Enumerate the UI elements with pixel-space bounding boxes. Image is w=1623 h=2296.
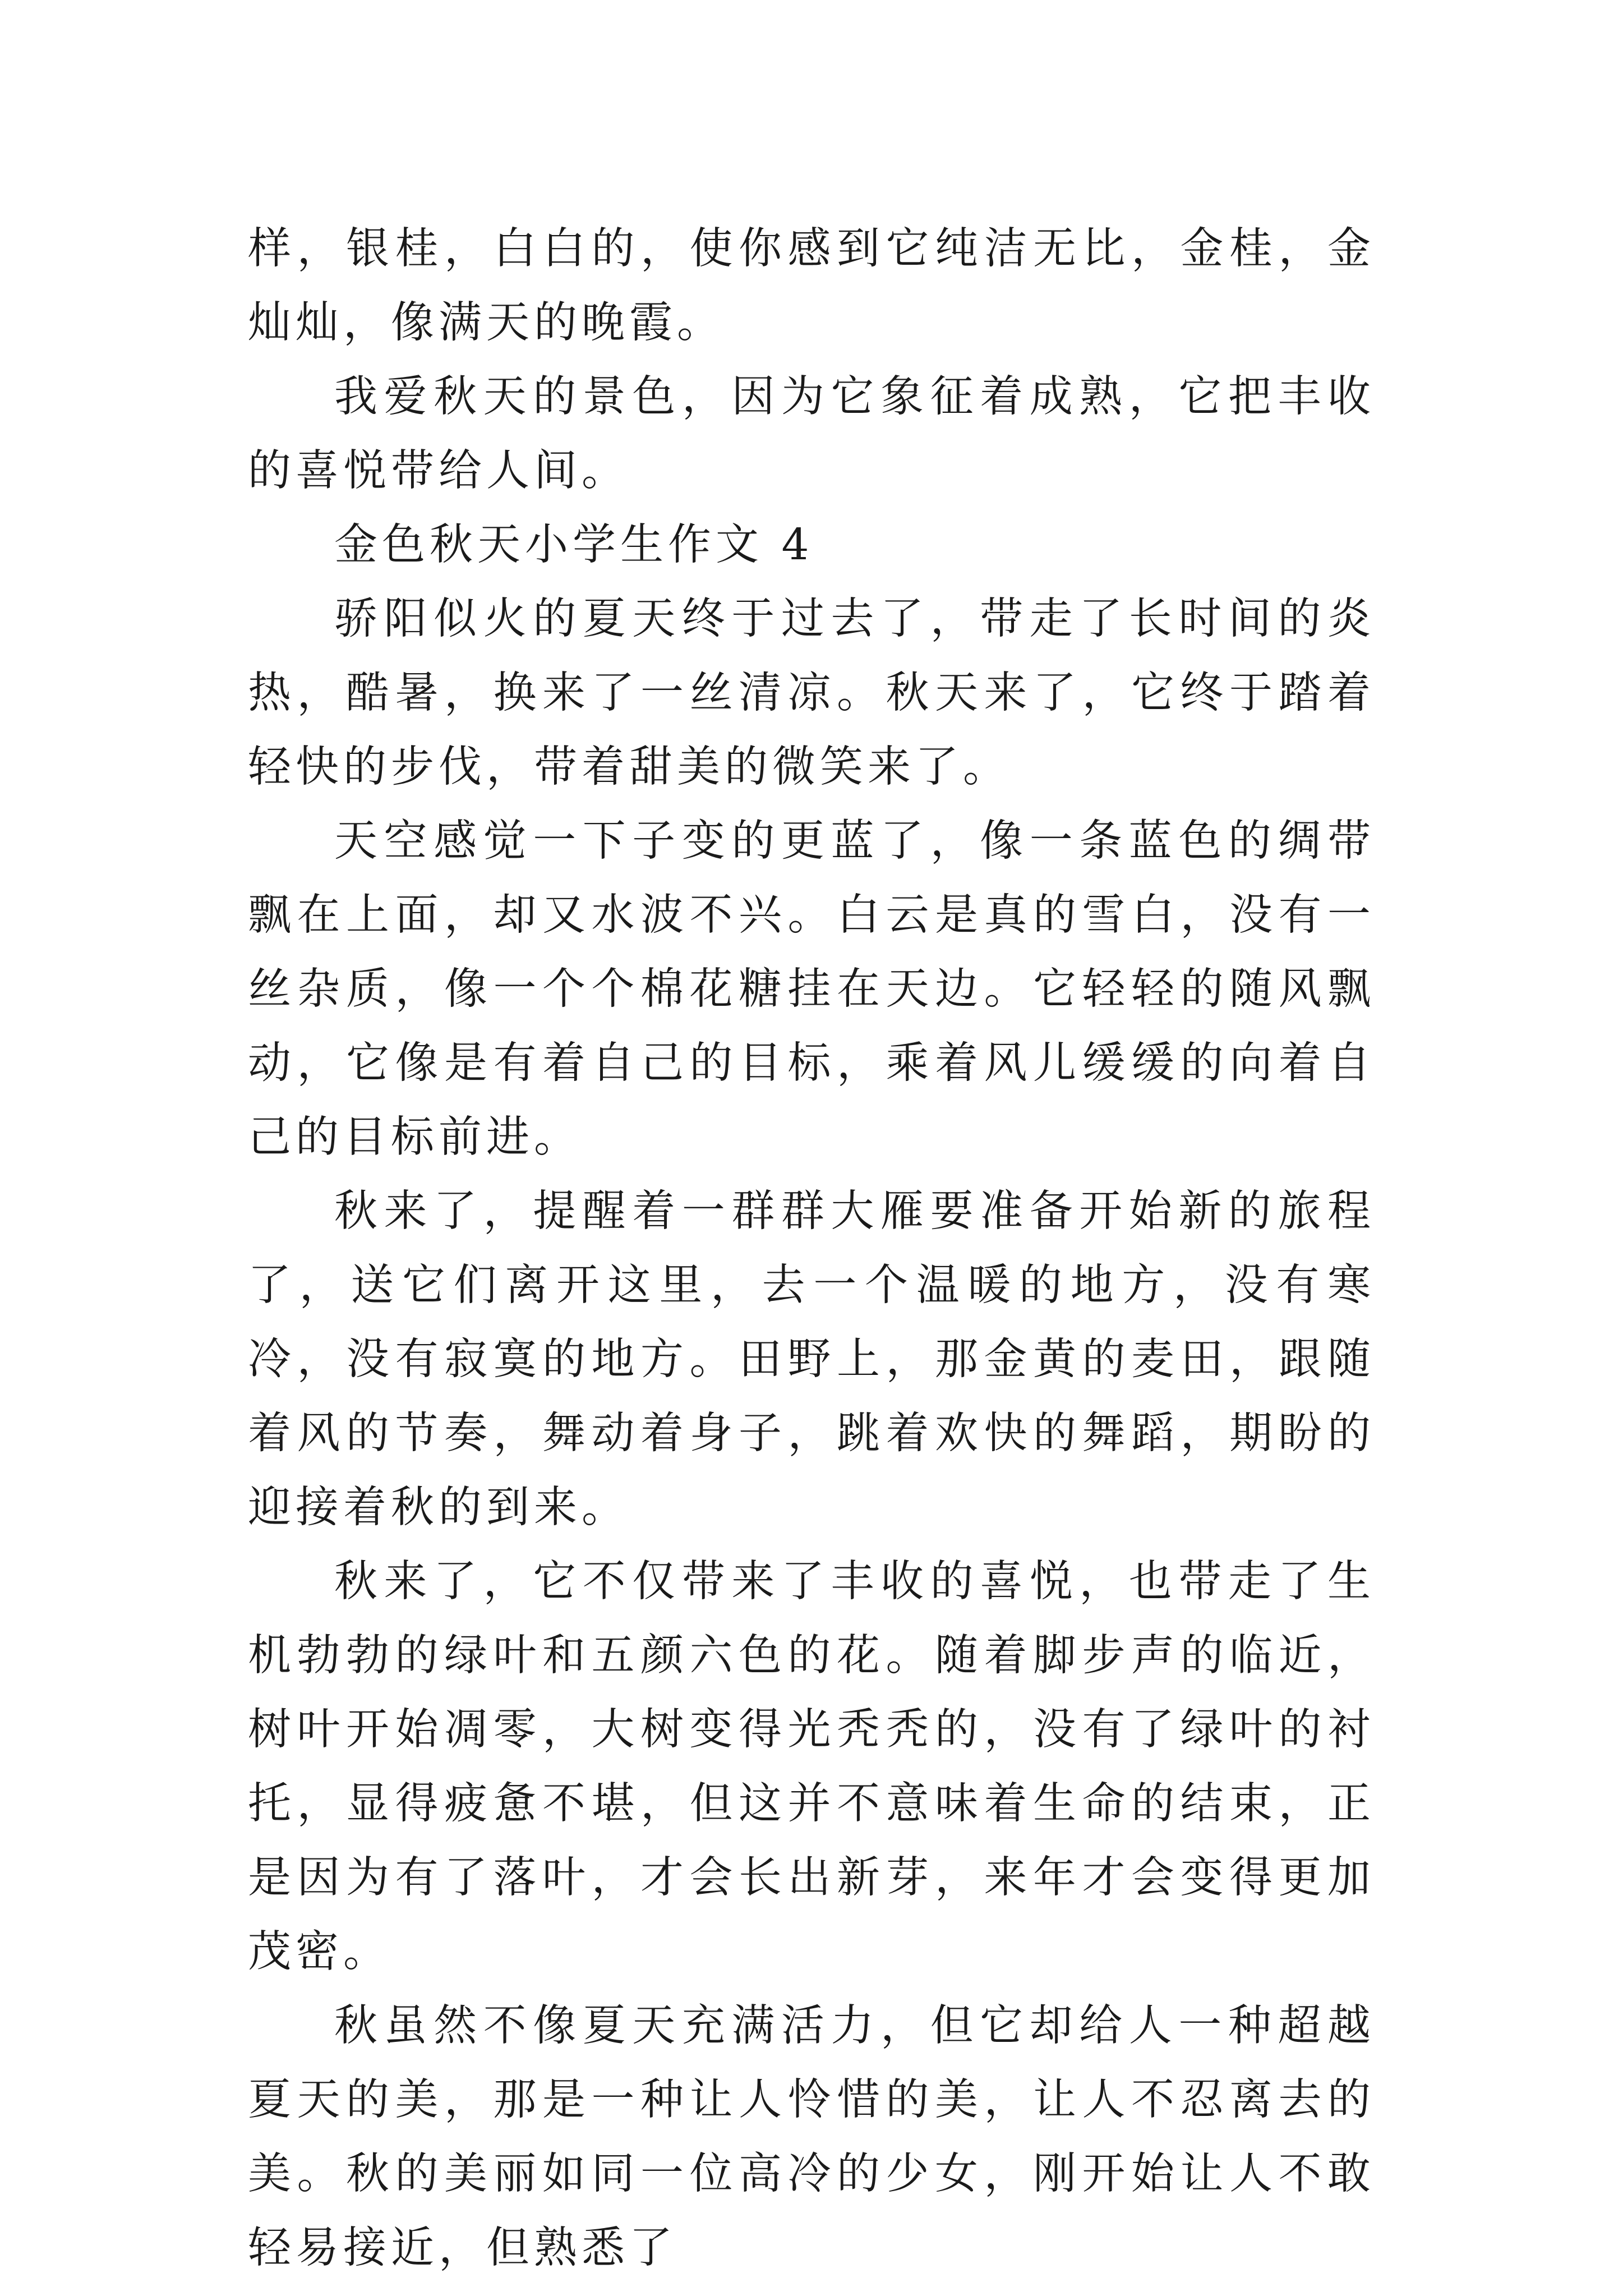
essay-title-4: 金色秋天小学生作文 4 [334,520,814,570]
paragraph-continuation: 样，银桂，白白的，使你感到它纯洁无比，金桂，金灿灿，像满天的晚霞。 [248,224,1375,348]
paragraph-falling-leaves: 秋来了，它不仅带来了丰收的喜悦，也带走了生机勃勃的绿叶和五颜六色的花。随着脚步声的临近，树叶开始凋零，大树变得光秃秃的，没有了绿叶的衬托，显得疲惫不堪，但这并不意味着生命的结束，正是因为有了落叶，才会长出新芽，来年才会变得更加茂密。 [248,1557,1375,1977]
paragraph-autumn-beauty: 秋虽然不像夏天充满活力，但它却给人一种超越夏天的美，那是一种让人怜惜的美，让人不忍离去的美。秋的美丽如同一位高冷的少女，刚开始让人不敢轻易接近，但熟悉了 [248,2001,1375,2273]
paragraph-sky-clouds: 天空感觉一下子变的更蓝了，像一条蓝色的绸带飘在上面，却又水波不兴。白云是真的雪白，没有一丝杂质，像一个个棉花糖挂在天边。它轻轻的随风飘动，它像是有着自己的目标，乘着风儿缓缓的向着自己的目标前进。 [248,816,1375,1162]
paragraph-autumn-love: 我爱秋天的景色，因为它象征着成熟，它把丰收的喜悦带给人间。 [248,372,1375,496]
paragraph-summer-end: 骄阳似火的夏天终于过去了，带走了长时间的炎热，酷暑，换来了一丝清凉。秋天来了，它终于踏着轻快的步伐，带着甜美的微笑来了。 [248,594,1375,792]
paragraph-geese-fields: 秋来了，提醒着一群群大雁要准备开始新的旅程了，送它们离开这里，去一个温暖的地方，没有寒冷，没有寂寞的地方。田野上，那金黄的麦田，跟随着风的节奏，舞动着身子，跳着欢快的舞蹈，期盼的迎接着秋的到来。 [248,1186,1375,1533]
essay-body [248,212,1375,2285]
